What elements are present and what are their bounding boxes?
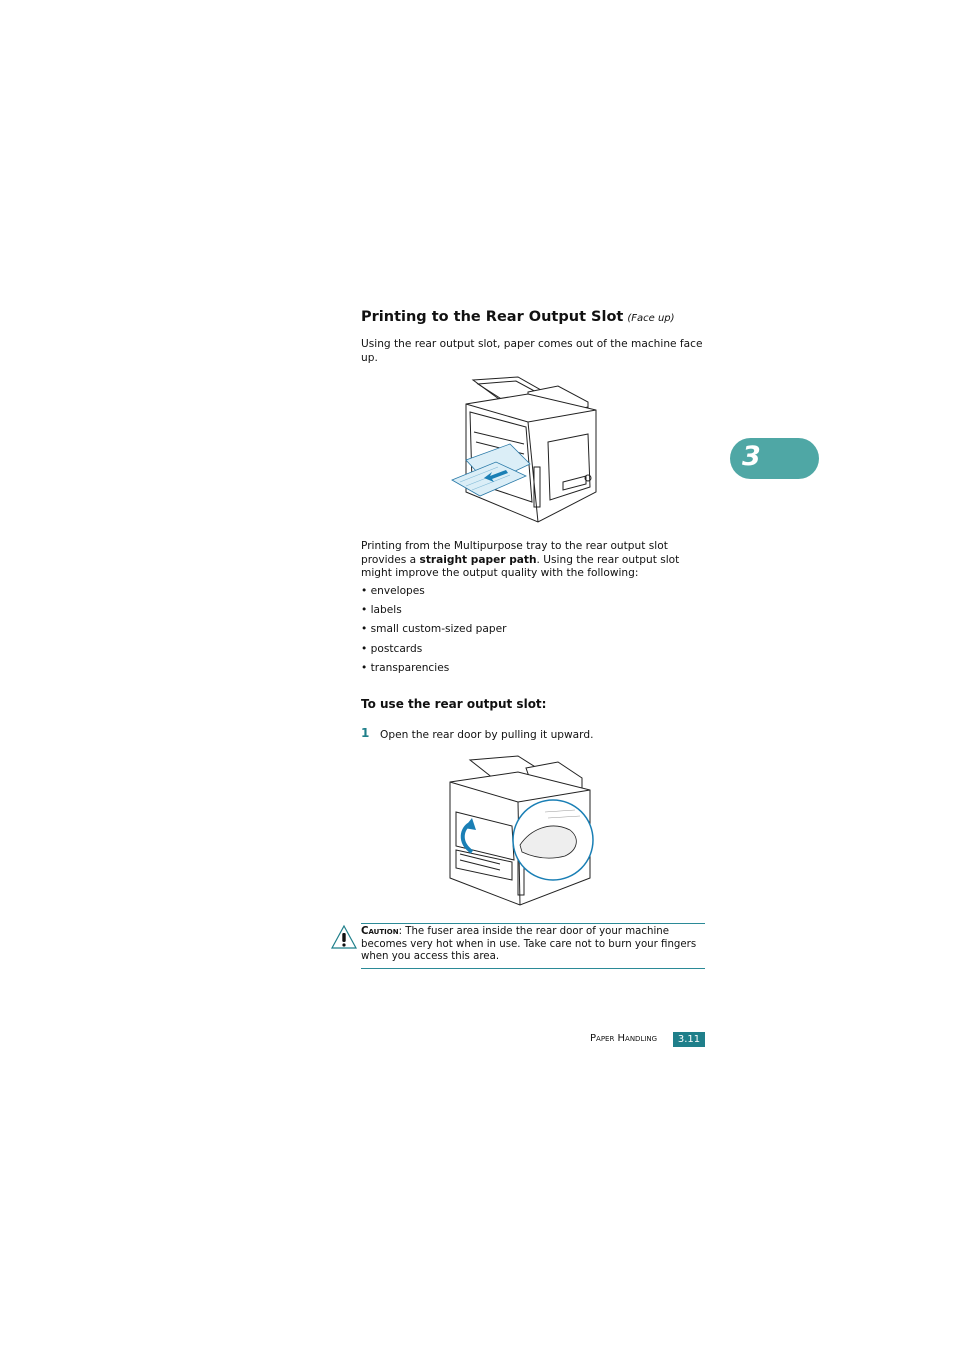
hand-inset <box>513 800 593 880</box>
section-title <box>361 309 675 325</box>
warning-icon <box>330 924 358 950</box>
chapter-tab <box>730 438 819 479</box>
step-number: 1 <box>361 726 370 740</box>
bullet-item: • labels <box>361 604 402 616</box>
chapter-number: 3 <box>742 441 761 472</box>
body-text-2: . Using the rear output slot might improve the output quality with the following: <box>361 553 680 579</box>
page-number: 3.11 <box>673 1032 705 1047</box>
body-text-bold: straight paper path <box>419 553 537 566</box>
intro-paragraph: Using the rear output slot, paper comes out of the machine face up. <box>361 338 703 364</box>
section-title-text: Printing to the Rear Output Slot <box>361 309 624 325</box>
bullet-item: • small custom-sized paper <box>361 623 507 635</box>
bullet-item: • envelopes <box>361 585 425 597</box>
divider <box>361 968 705 969</box>
caution-note <box>361 926 705 964</box>
section-subtitle: (Face up) <box>627 313 675 324</box>
body-text-1: Printing from the Multipurpose tray to the rear output slot provides a <box>361 540 668 566</box>
footer-section: Paper Handling <box>590 1033 658 1044</box>
divider <box>361 923 705 924</box>
caution-label: Caution <box>361 926 399 937</box>
rear-door-illustration <box>440 750 600 910</box>
body-paragraph <box>361 540 706 581</box>
caution-text: : The fuser area inside the rear door of your machine becomes very hot when in use. Take care not to burn your fingers when you access this area. <box>361 926 697 963</box>
bullet-item: • transparencies <box>361 662 450 674</box>
bullet-item: • postcards <box>361 643 423 655</box>
subheading: To use the rear output slot: <box>361 697 547 711</box>
step-text: Open the rear door by pulling it upward. <box>380 729 594 741</box>
rear-output-illustration <box>448 372 610 528</box>
